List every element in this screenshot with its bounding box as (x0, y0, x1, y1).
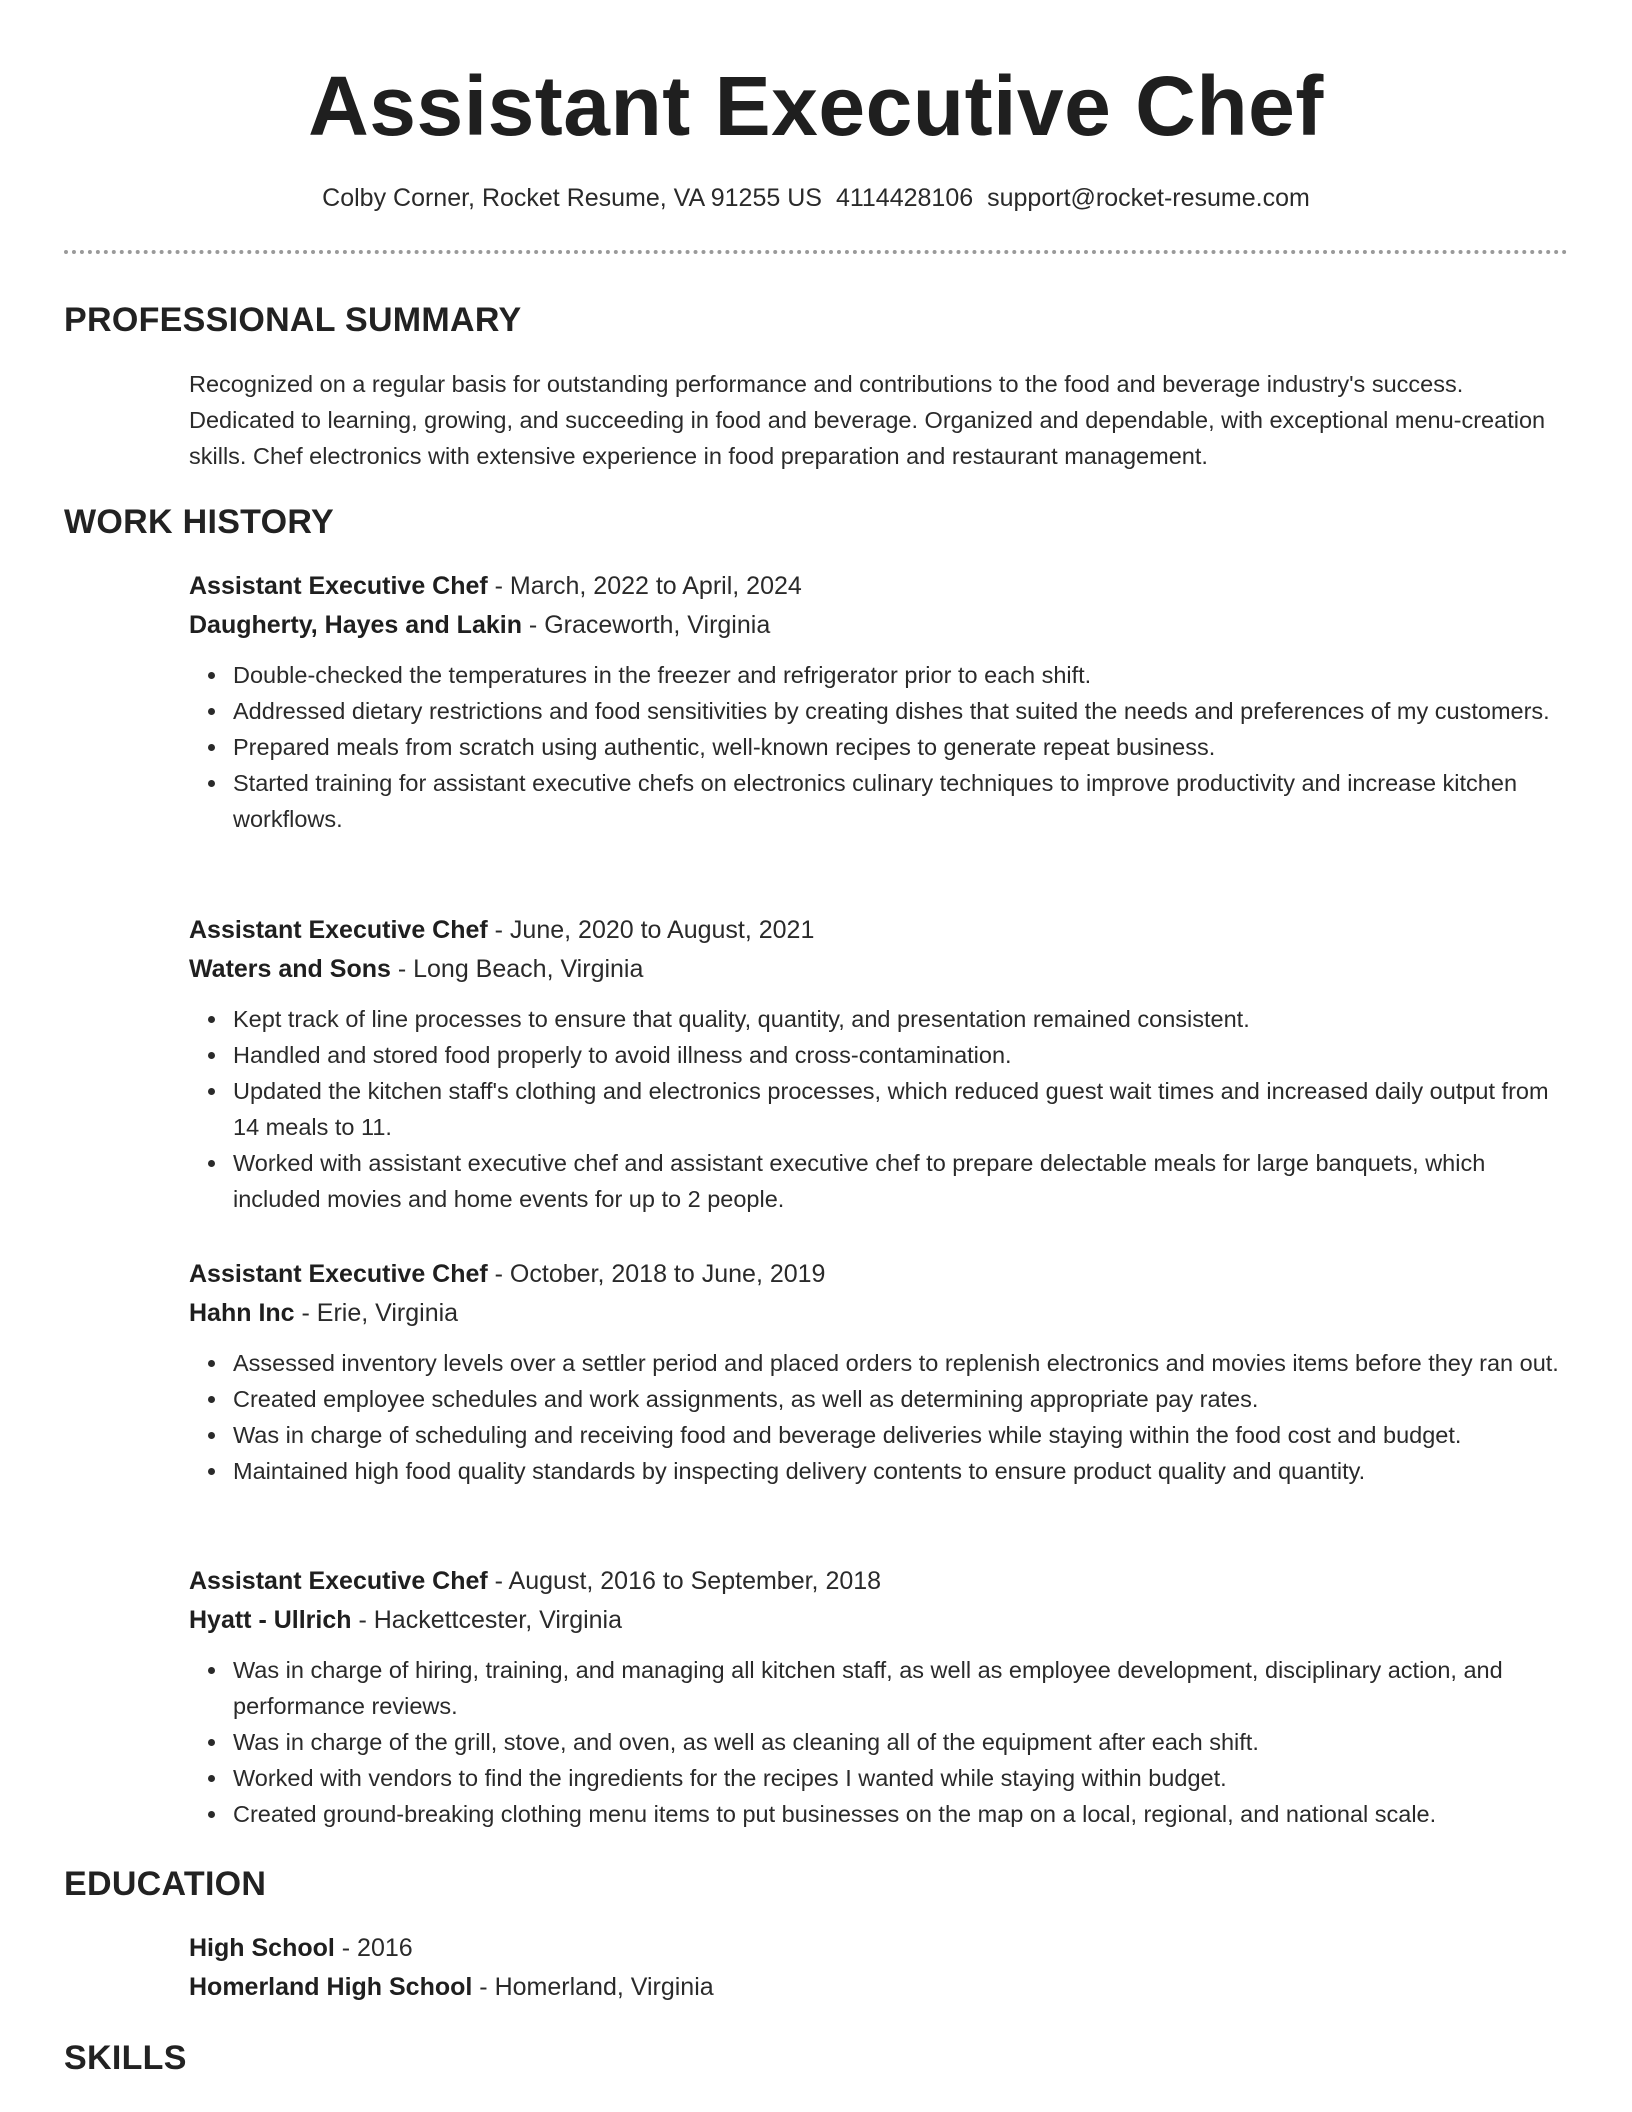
job-title-line (189, 1255, 1569, 1294)
bullet-item: Worked with vendors to find the ingredients for the recipes I wanted while staying within budget. (233, 1760, 1569, 1796)
work-history-heading: WORK HISTORY (64, 503, 334, 541)
job-dates: - March, 2022 to April, 2024 (487, 572, 802, 600)
job-company: Hyatt - Ullrich (189, 1606, 352, 1634)
contact-email: support@rocket-resume.com (987, 184, 1310, 212)
education-heading: EDUCATION (64, 1865, 267, 1903)
bullet-item: Created ground-breaking clothing menu items to put businesses on the map on a local, regional, and national scale. (233, 1796, 1569, 1832)
job-entry (189, 911, 1569, 1217)
bullet-item: Addressed dietary restrictions and food sensitivities by creating dishes that suited the needs and preferences of my customers. (233, 693, 1569, 729)
bullet-item: Prepared meals from scratch using authentic, well-known recipes to generate repeat business. (233, 729, 1569, 765)
summary-text: Recognized on a regular basis for outstanding performance and contributions to the food and beverage industry's success. Dedicated to learning, growing, and succeeding in food and beverage. Organized and dependable, with exceptional menu-creation skills. Chef electronics with extensive experience in food preparation and restaurant management. (189, 371, 1546, 469)
education-entry (189, 1929, 1569, 2007)
bullet-item: Started training for assistant executive chefs on electronics culinary techniques to improve productivity and increase kitchen workflows. (233, 765, 1569, 837)
job-company-line (189, 1601, 1569, 1640)
job-title-line (189, 1562, 1569, 1601)
contact-phone: 4114428106 (835, 184, 974, 212)
education-year: - 2016 (334, 1934, 413, 1962)
summary-heading: PROFESSIONAL SUMMARY (64, 301, 522, 339)
job-entry (189, 1562, 1569, 1832)
job-dates: - August, 2016 to September, 2018 (487, 1567, 882, 1595)
education-location: - Homerland, Virginia (472, 1973, 714, 2001)
job-bullets (189, 657, 1569, 837)
candidate-name: Assistant Executive Chef (308, 59, 1324, 153)
bullet-item: Double-checked the temperatures in the freezer and refrigerator prior to each shift. (233, 657, 1569, 693)
job-role: Assistant Executive Chef (189, 916, 488, 944)
job-company-line (189, 606, 1569, 645)
job-bullets (189, 1652, 1569, 1832)
bullet-item: Was in charge of scheduling and receiving food and beverage deliveries while staying within the food cost and budget. (233, 1417, 1569, 1453)
contact-address: Colby Corner, Rocket Resume, VA 91255 US (322, 184, 822, 212)
bullet-item: Updated the kitchen staff's clothing and electronics processes, which reduced guest wait times and increased daily output from 14 meals to 11. (233, 1073, 1569, 1145)
job-entry (189, 567, 1569, 837)
job-dates: - June, 2020 to August, 2021 (487, 916, 815, 944)
contact-line (0, 181, 1632, 215)
job-location: - Long Beach, Virginia (390, 955, 644, 983)
job-company-line (189, 950, 1569, 989)
job-location: - Erie, Virginia (294, 1299, 459, 1327)
job-entry (189, 1255, 1569, 1489)
header-divider (64, 250, 1568, 254)
bullet-item: Was in charge of the grill, stove, and oven, as well as cleaning all of the equipment after each shift. (233, 1724, 1569, 1760)
bullet-item: Was in charge of hiring, training, and managing all kitchen staff, as well as employee development, disciplinary action, and performance reviews. (233, 1652, 1569, 1724)
bullet-item: Created employee schedules and work assignments, as well as determining appropriate pay rates. (233, 1381, 1569, 1417)
education-degree-line (189, 1929, 1569, 1968)
job-dates: - October, 2018 to June, 2019 (487, 1260, 826, 1288)
job-bullets (189, 1345, 1569, 1489)
job-bullets (189, 1001, 1569, 1217)
bullet-item: Worked with assistant executive chef and assistant executive chef to prepare delectable meals for large banquets, which included movies and home events for up to 2 people. (233, 1145, 1569, 1217)
job-title-line (189, 567, 1569, 606)
job-company-line (189, 1294, 1569, 1333)
job-company: Waters and Sons (189, 955, 391, 983)
education-degree: High School (189, 1934, 335, 1962)
job-company: Daugherty, Hayes and Lakin (189, 611, 522, 639)
job-role: Assistant Executive Chef (189, 1567, 488, 1595)
job-role: Assistant Executive Chef (189, 1260, 488, 1288)
bullet-item: Maintained high food quality standards by inspecting delivery contents to ensure product quality and quantity. (233, 1453, 1569, 1489)
bullet-item: Assessed inventory levels over a settler period and placed orders to replenish electronics and movies items before they ran out. (233, 1345, 1569, 1381)
job-role: Assistant Executive Chef (189, 572, 488, 600)
bullet-item: Kept track of line processes to ensure that quality, quantity, and presentation remained consistent. (233, 1001, 1569, 1037)
bullet-item: Handled and stored food properly to avoid illness and cross-contamination. (233, 1037, 1569, 1073)
job-location: - Hackettcester, Virginia (351, 1606, 623, 1634)
job-title-line (189, 911, 1569, 950)
skills-heading: SKILLS (64, 2039, 187, 2077)
education-school-line (189, 1968, 1569, 2007)
education-school: Homerland High School (189, 1973, 473, 2001)
job-company: Hahn Inc (189, 1299, 295, 1327)
job-location: - Graceworth, Virginia (521, 611, 771, 639)
